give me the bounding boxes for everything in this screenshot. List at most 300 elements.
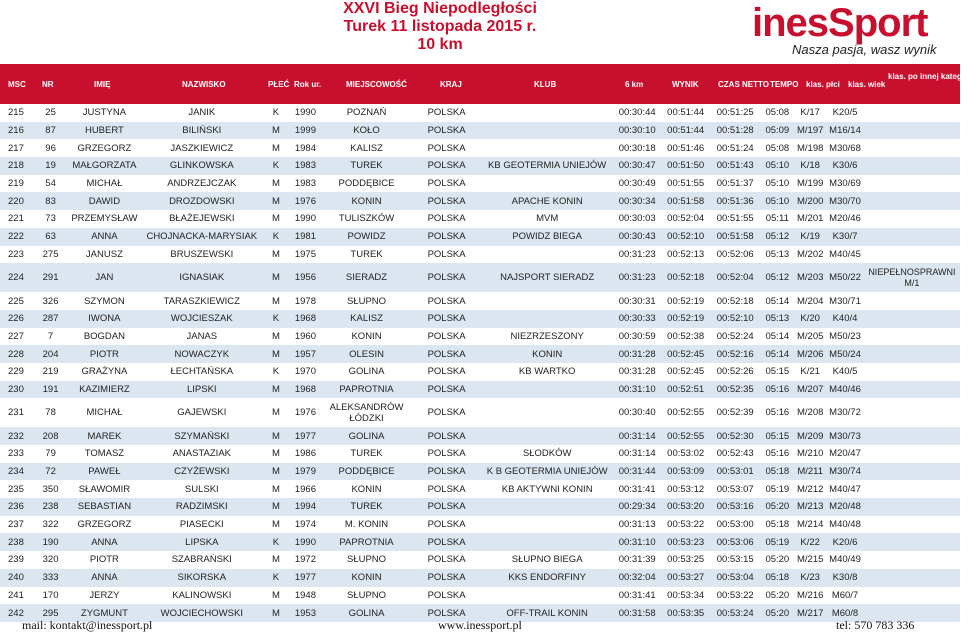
col-klas-wiek: klas. wiek	[848, 80, 886, 89]
cell-other-rank	[864, 463, 960, 481]
cell-club: KB AKTYWNI KONIN	[501, 483, 593, 495]
footer-phone: tel: 570 783 336	[836, 618, 915, 632]
cell-last-name: RADZIMSKI	[141, 498, 262, 516]
cell-net-time: 00:51:43	[710, 157, 761, 175]
cell-age-rank: K40/5	[832, 366, 858, 378]
cell-sex: M	[262, 498, 289, 516]
cell-result: 00:52:38	[667, 330, 705, 342]
cell-result: 00:52:04	[667, 213, 705, 225]
table-row	[0, 104, 960, 122]
cell-result: 00:53:25	[667, 554, 705, 566]
cell-other-rank	[864, 157, 960, 175]
cell-club: OFF-TRAIL KONIN	[481, 604, 613, 622]
logo-tagline: Nasza pasja, wasz wynik	[792, 42, 937, 57]
cell-country: POLSKA	[427, 178, 466, 190]
col-imie: IMIĘ	[94, 80, 111, 89]
cell-last-name: JANIK	[188, 107, 216, 119]
cell-sex-rank: M/203	[794, 263, 826, 292]
cell-other-rank	[864, 104, 960, 122]
cell-first-name: ANNA	[67, 569, 141, 587]
cell-age-rank: M40/47	[829, 483, 861, 495]
table-row	[0, 569, 960, 587]
cell-town: SIERADZ	[321, 263, 412, 292]
cell-town: KALISZ	[350, 142, 383, 154]
cell-result: 00:53:22	[667, 519, 705, 531]
cell-country: POLSKA	[412, 427, 482, 445]
cell-country: POLSKA	[427, 407, 466, 419]
cell-sex: K	[272, 107, 280, 119]
cell-pace: 05:20	[760, 604, 794, 622]
cell-town: SŁUPNO	[346, 589, 387, 601]
table-row	[0, 328, 960, 346]
cell-result: 00:53:02	[667, 448, 705, 460]
cell-split-6km: 00:31:41	[618, 589, 656, 601]
cell-birth-year: 1976	[294, 407, 316, 419]
cell-country: POLSKA	[412, 263, 482, 292]
logo-sport: Sport	[828, 1, 928, 45]
cell-sex-rank: M/207	[794, 381, 826, 399]
cell-sex: M	[271, 448, 280, 460]
cell-sex-rank: M/205	[797, 330, 824, 342]
cell-town: PODDĘBICE	[321, 463, 412, 481]
cell-country: POLSKA	[412, 192, 482, 210]
cell-result: 00:52:13	[667, 248, 705, 260]
cell-club	[481, 139, 613, 157]
cell-net-time: 00:53:16	[710, 498, 761, 516]
cell-age-rank: K20/5	[832, 107, 858, 119]
col-wynik: WYNIK	[672, 80, 699, 89]
cell-country: POLSKA	[412, 228, 482, 246]
cell-bib: 25	[45, 107, 56, 119]
cell-last-name: IGNASIAK	[141, 263, 262, 292]
cell-pace: 05:16	[760, 381, 794, 399]
cell-result: 00:53:35	[661, 604, 709, 622]
cell-other-rank	[864, 587, 960, 605]
cell-town: TUREK	[350, 248, 383, 260]
footer-email: mail: kontakt@inessport.pl	[22, 618, 153, 632]
cell-place: 221	[8, 213, 24, 225]
table-row	[0, 139, 960, 157]
cell-country: POLSKA	[412, 157, 482, 175]
cell-sex-rank: M/214	[797, 519, 824, 531]
cell-split-6km: 00:31:28	[618, 366, 656, 378]
cell-town: GOLINA	[321, 427, 412, 445]
cell-place: 226	[0, 310, 34, 328]
event-title-line-2: Turek 11 listopada 2015 r.	[343, 18, 537, 35]
results-column-header	[0, 64, 974, 104]
cell-club	[481, 175, 613, 193]
cell-club: KB WARTKO	[518, 366, 576, 378]
cell-result: 00:53:34	[667, 589, 705, 601]
cell-sex: M	[271, 483, 280, 495]
cell-first-name: GRAŻYNA	[81, 366, 128, 378]
cell-bib: 170	[42, 589, 59, 601]
cell-net-time: 00:51:25	[716, 107, 754, 119]
table-row	[0, 363, 960, 381]
col-tempo: TEMPO	[770, 80, 799, 89]
cell-result: 00:53:12	[667, 483, 705, 495]
cell-first-name: PIOTR	[67, 345, 141, 363]
cell-club	[481, 516, 613, 534]
cell-sex: M	[271, 330, 280, 342]
cell-other-rank: NIEPEŁNOSPRAWNI M/1	[864, 263, 960, 292]
cell-net-time: 00:53:00	[716, 519, 754, 531]
cell-town: M. KONIN	[344, 519, 389, 531]
table-row	[0, 263, 960, 292]
cell-sex: M	[262, 122, 289, 140]
cell-place: 227	[8, 330, 24, 342]
cell-pace: 05:14	[765, 295, 790, 307]
cell-club: SŁUPNO BIEGA	[511, 554, 583, 566]
cell-pace: 05:08	[765, 142, 790, 154]
cell-split-6km: 00:30:47	[613, 157, 661, 175]
cell-first-name: JERZY	[89, 589, 120, 601]
cell-place: 237	[8, 519, 24, 531]
cell-result: 00:51:44	[661, 122, 709, 140]
cell-place: 216	[0, 122, 34, 140]
cell-bib: 320	[42, 554, 59, 566]
cell-club: KB GEOTERMIA UNIEJÓW	[481, 157, 613, 175]
cell-last-name: LIPSKA	[141, 533, 262, 551]
cell-club: APACHE KONIN	[481, 192, 613, 210]
cell-bib: 219	[42, 366, 59, 378]
cell-bib: 191	[34, 381, 68, 399]
cell-last-name: KALINOWSKI	[172, 589, 232, 601]
cell-first-name: GRZEGORZ	[77, 142, 132, 154]
cell-other-rank	[864, 533, 960, 551]
cell-sex-rank: M/209	[794, 427, 826, 445]
cell-first-name: ANNA	[67, 533, 141, 551]
cell-place: 242	[0, 604, 34, 622]
cell-place: 229	[8, 366, 24, 378]
cell-pace: 05:10	[760, 157, 794, 175]
cell-split-6km: 00:31:23	[618, 248, 656, 260]
event-title	[250, 0, 630, 54]
cell-result: 00:53:09	[661, 463, 709, 481]
cell-bib: 295	[34, 604, 68, 622]
cell-age-rank: M40/45	[829, 248, 861, 260]
cell-pace: 05:08	[765, 107, 790, 119]
table-row	[0, 498, 960, 516]
cell-split-6km: 00:30:33	[613, 310, 661, 328]
cell-birth-year: 1981	[290, 228, 322, 246]
cell-result: 00:52:19	[661, 310, 709, 328]
cell-first-name: TOMASZ	[84, 448, 125, 460]
cell-split-6km: 00:31:10	[613, 533, 661, 551]
cell-net-time: 00:52:39	[716, 407, 754, 419]
cell-first-name: KAZIMIERZ	[67, 381, 141, 399]
table-row	[0, 480, 960, 498]
cell-pace: 05:15	[760, 427, 794, 445]
event-title-line-3: 10 km	[417, 36, 463, 53]
cell-age-rank: K20/6	[826, 533, 864, 551]
cell-last-name: PIASECKI	[179, 519, 224, 531]
cell-result: 00:52:45	[661, 345, 709, 363]
table-row	[0, 398, 960, 427]
cell-bib: 19	[34, 157, 68, 175]
cell-first-name: PRZEMYSŁAW	[71, 213, 138, 225]
cell-net-time: 00:53:15	[716, 554, 754, 566]
cell-sex-rank: K/20	[794, 310, 826, 328]
cell-sex-rank: K/18	[794, 157, 826, 175]
cell-first-name: SŁAWOMIR	[78, 483, 131, 495]
cell-country: POLSKA	[427, 589, 466, 601]
cell-town: OLESIN	[321, 345, 412, 363]
cell-result: 00:52:19	[667, 295, 705, 307]
cell-net-time: 00:51:24	[716, 142, 754, 154]
cell-other-rank	[864, 480, 960, 498]
cell-birth-year: 1960	[294, 330, 316, 342]
cell-first-name: PAWEŁ	[67, 463, 141, 481]
cell-pace: 05:20	[760, 498, 794, 516]
cell-net-time: 00:52:30	[710, 427, 761, 445]
cell-birth-year: 1972	[294, 554, 316, 566]
cell-bib: 350	[42, 483, 59, 495]
cell-bib: 79	[45, 448, 56, 460]
cell-club	[481, 498, 613, 516]
cell-other-rank	[864, 569, 960, 587]
cell-place: 236	[0, 498, 34, 516]
cell-bib: 73	[45, 213, 56, 225]
cell-bib: 83	[34, 192, 68, 210]
cell-sex-rank: K/22	[794, 533, 826, 551]
cell-result: 00:52:45	[667, 366, 705, 378]
cell-town: SŁUPNO	[346, 295, 387, 307]
cell-last-name: SZYMAŃSKI	[141, 427, 262, 445]
cell-result: 00:52:51	[661, 381, 709, 399]
cell-other-rank	[864, 445, 960, 463]
cell-first-name: MAŁGORZATA	[67, 157, 141, 175]
cell-age-rank: M30/68	[829, 142, 861, 154]
cell-birth-year: 1968	[290, 381, 322, 399]
cell-sex: M	[271, 554, 280, 566]
cell-result: 00:52:55	[661, 427, 709, 445]
cell-split-6km: 00:30:03	[618, 213, 656, 225]
cell-result: 00:52:18	[661, 263, 709, 292]
cell-other-rank	[864, 363, 960, 381]
cell-other-rank	[864, 398, 960, 427]
cell-bib: 96	[45, 142, 56, 154]
cell-sex-rank: M/210	[797, 448, 824, 460]
table-row	[0, 210, 960, 228]
cell-sex: M	[262, 381, 289, 399]
col-czas-netto: CZAS NETTO	[718, 80, 769, 89]
col-klas-inna: klas. po innej kategorii	[888, 72, 974, 81]
cell-first-name: JAN	[67, 263, 141, 292]
cell-age-rank: M30/69	[829, 178, 861, 190]
cell-country: POLSKA	[412, 381, 482, 399]
cell-club	[481, 381, 613, 399]
cell-sex: M	[271, 295, 280, 307]
cell-split-6km: 00:32:04	[613, 569, 661, 587]
cell-town: KONIN	[321, 569, 412, 587]
cell-first-name: HUBERT	[67, 122, 141, 140]
cell-town: TUREK	[350, 448, 383, 460]
cell-pace: 05:19	[765, 483, 790, 495]
cell-place: 219	[8, 178, 24, 190]
cell-club: NAJSPORT SIERADZ	[481, 263, 613, 292]
cell-other-rank	[864, 292, 960, 310]
cell-first-name: MICHAŁ	[86, 407, 123, 419]
cell-place: 234	[0, 463, 34, 481]
cell-pace: 05:20	[765, 554, 790, 566]
cell-age-rank: M50/24	[826, 345, 864, 363]
cell-bib: 287	[34, 310, 68, 328]
table-row	[0, 445, 960, 463]
cell-net-time: 00:52:10	[710, 310, 761, 328]
col-miejscowosc: MIEJSCOWOŚĆ	[346, 80, 407, 89]
cell-age-rank: M60/7	[831, 589, 859, 601]
cell-age-rank: M16/14	[826, 122, 864, 140]
cell-bib: 275	[42, 248, 59, 260]
cell-last-name: WOJCIECHOWSKI	[141, 604, 262, 622]
cell-pace: 05:13	[765, 248, 790, 260]
cell-town: KONIN	[321, 192, 412, 210]
cell-sex: K	[262, 533, 289, 551]
cell-age-rank: K30/6	[826, 157, 864, 175]
cell-town: POWIDZ	[321, 228, 412, 246]
cell-birth-year: 1990	[290, 533, 322, 551]
table-row	[0, 587, 960, 605]
cell-town: ALEKSANDRÓW ŁÓDZKI	[329, 401, 404, 424]
cell-pace: 05:09	[760, 122, 794, 140]
cell-pace: 05:12	[760, 263, 794, 292]
cell-sex: M	[262, 463, 289, 481]
cell-last-name: BRUSZEWSKI	[170, 248, 234, 260]
col-klas-plci: klas. płci	[806, 80, 840, 89]
cell-sex: M	[271, 142, 280, 154]
cell-first-name: ANNA	[67, 228, 141, 246]
cell-club	[481, 246, 613, 264]
cell-pace: 05:10	[765, 178, 790, 190]
cell-pace: 05:16	[765, 407, 790, 419]
cell-club: SŁODKÓW	[522, 448, 572, 460]
cell-age-rank: M30/73	[826, 427, 864, 445]
cell-first-name: MAREK	[67, 427, 141, 445]
cell-net-time: 00:51:28	[710, 122, 761, 140]
cell-last-name: JANAS	[186, 330, 218, 342]
cell-first-name: MICHAŁ	[86, 178, 123, 190]
cell-birth-year: 1990	[294, 213, 316, 225]
cell-birth-year: 1948	[294, 589, 316, 601]
cell-last-name: ŁECHTAŃSKA	[170, 366, 234, 378]
cell-country: POLSKA	[427, 554, 466, 566]
col-rok: Rok ur.	[294, 80, 322, 89]
cell-sex: M	[262, 192, 289, 210]
cell-birth-year: 1983	[290, 157, 322, 175]
cell-sex: M	[271, 407, 280, 419]
cell-split-6km: 00:31:13	[618, 519, 656, 531]
cell-pace: 05:18	[760, 569, 794, 587]
cell-net-time: 00:51:36	[710, 192, 761, 210]
cell-country: POLSKA	[427, 142, 466, 154]
cell-pace: 05:14	[760, 345, 794, 363]
cell-first-name: IWONA	[67, 310, 141, 328]
cell-place: 228	[0, 345, 34, 363]
table-row	[0, 551, 960, 569]
cell-pace: 05:18	[765, 519, 790, 531]
table-row	[0, 463, 960, 481]
cell-birth-year: 1956	[290, 263, 322, 292]
cell-place: 239	[8, 554, 24, 566]
cell-split-6km: 00:31:14	[618, 448, 656, 460]
cell-age-rank: M30/70	[826, 192, 864, 210]
cell-sex: K	[262, 569, 289, 587]
cell-club	[481, 292, 613, 310]
cell-net-time: 00:51:55	[716, 213, 754, 225]
cell-last-name: NOWACZYK	[141, 345, 262, 363]
cell-other-rank	[864, 516, 960, 534]
cell-age-rank: M20/47	[829, 448, 861, 460]
cell-net-time: 00:52:24	[716, 330, 754, 342]
cell-birth-year: 1953	[290, 604, 322, 622]
cell-split-6km: 00:31:58	[613, 604, 661, 622]
cell-net-time: 00:53:24	[710, 604, 761, 622]
cell-first-name: SEBASTIAN	[67, 498, 141, 516]
cell-age-rank: M30/74	[826, 463, 864, 481]
cell-country: POLSKA	[427, 519, 466, 531]
cell-net-time: 00:52:04	[710, 263, 761, 292]
cell-country: POLSKA	[412, 463, 482, 481]
cell-place: 241	[8, 589, 24, 601]
cell-first-name: SZYMON	[84, 295, 125, 307]
cell-last-name: GLINKOWSKA	[141, 157, 262, 175]
cell-result: 00:52:10	[661, 228, 709, 246]
cell-last-name: CZYŻEWSKI	[141, 463, 262, 481]
table-row	[0, 381, 960, 399]
cell-split-6km: 00:30:10	[613, 122, 661, 140]
cell-other-rank	[864, 310, 960, 328]
col-6km: 6 km	[625, 80, 644, 89]
cell-country: POLSKA	[427, 448, 466, 460]
cell-split-6km: 00:31:44	[613, 463, 661, 481]
cell-first-name: DAWID	[67, 192, 141, 210]
cell-split-6km: 00:30:18	[618, 142, 656, 154]
cell-sex-rank: M/206	[794, 345, 826, 363]
cell-sex-rank: M/215	[797, 554, 824, 566]
cell-country: POLSKA	[412, 122, 482, 140]
cell-last-name: TARASZKIEWICZ	[163, 295, 240, 307]
cell-town: PODDĘBICE	[338, 178, 395, 190]
cell-first-name: ZYGMUNT	[67, 604, 141, 622]
cell-country: POLSKA	[412, 345, 482, 363]
cell-sex-rank: M/198	[797, 142, 824, 154]
cell-pace: 05:20	[765, 589, 790, 601]
cell-age-rank: M20/46	[829, 213, 861, 225]
cell-pace: 05:16	[765, 448, 790, 460]
cell-pace: 05:11	[765, 213, 789, 225]
cell-net-time: 00:53:06	[710, 533, 761, 551]
cell-net-time: 00:52:26	[716, 366, 754, 378]
cell-sex-rank: M/208	[797, 407, 824, 419]
cell-place: 215	[8, 107, 24, 119]
cell-pace: 05:19	[760, 533, 794, 551]
cell-town: KALISZ	[321, 310, 412, 328]
cell-birth-year: 1975	[294, 248, 316, 260]
cell-split-6km: 00:29:34	[613, 498, 661, 516]
table-row	[0, 292, 960, 310]
cell-country: POLSKA	[412, 498, 482, 516]
logo-ines: ines	[752, 1, 829, 45]
cell-place: 220	[0, 192, 34, 210]
cell-birth-year: 1978	[294, 295, 316, 307]
cell-sex: M	[262, 427, 289, 445]
table-row	[0, 516, 960, 534]
cell-bib: 238	[34, 498, 68, 516]
cell-place: 230	[0, 381, 34, 399]
cell-country: POLSKA	[412, 569, 482, 587]
cell-net-time: 00:53:01	[710, 463, 761, 481]
